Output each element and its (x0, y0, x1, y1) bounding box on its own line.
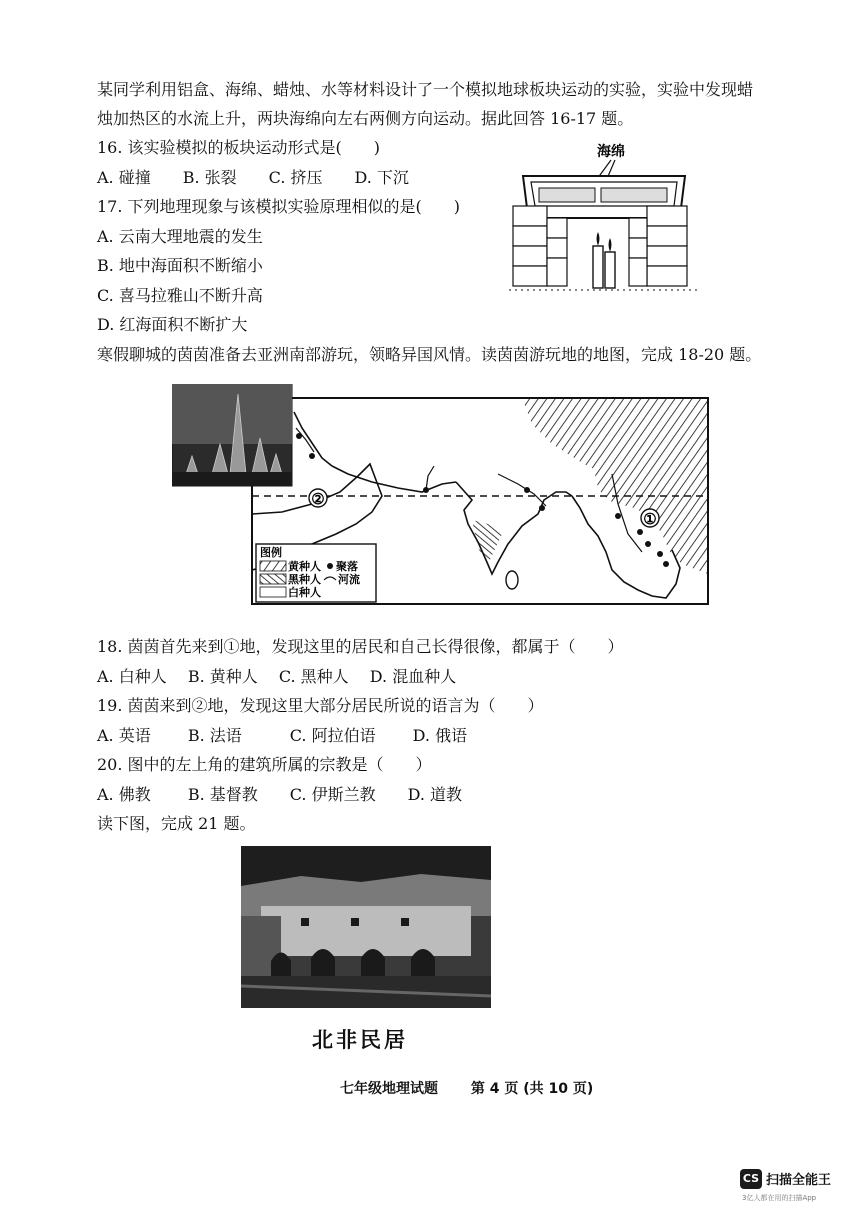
map-marker-2: ② (311, 490, 325, 508)
question-18-stem: 18. 茵茵首先来到①地，发现这里的居民和自己长得很像，都属于（ ） (97, 637, 624, 656)
question-16-options: A. 碰撞 B. 张裂 C. 挤压 D. 下沉 (97, 168, 409, 187)
question-17-option-c: C. 喜马拉雅山不断升高 (97, 286, 263, 305)
legend-white: 白种人 (288, 586, 321, 599)
question-17-option-d: D. 红海面积不断扩大 (97, 315, 248, 334)
question-19-options: A. 英语 B. 法语 C. 阿拉伯语 D. 俄语 (97, 726, 468, 745)
intro-line-1: 某同学利用铝盒、海绵、蜡烛、水等材料设计了一个模拟地球板块运动的实验，实验中发现蜡 (97, 80, 754, 99)
map-marker-1: ① (643, 510, 657, 528)
question-18-options: A. 白种人 B. 黄种人 C. 黑种人 D. 混血种人 (97, 667, 457, 686)
legend-title: 图例 (260, 546, 282, 559)
intro-map: 寒假聊城的茵茵准备去亚洲南部游玩，领略异国风情。读茵茵游玩地的地图，完成 18-20 题。 (97, 345, 762, 364)
legend-black: 黑种人 (288, 573, 321, 586)
scanner-watermark (740, 1168, 831, 1203)
scanner-app-name: 扫描全能王 (766, 1173, 832, 1188)
legend-settlement: 聚落 (336, 560, 358, 573)
question-20-stem: 20. 图中的左上角的建筑所属的宗教是（ ） (97, 755, 432, 774)
photo-caption: 北非民居 (312, 1027, 408, 1052)
question-20-options: A. 佛教 B. 基督教 C. 伊斯兰教 D. 道教 (97, 785, 463, 804)
scanner-tagline: 3亿人都在用的扫描App (742, 1193, 817, 1202)
legend-yellow: 黄种人 (288, 560, 321, 573)
legend-river: 河流 (338, 573, 360, 586)
page-footer: 七年级地理试题 第 4 页 (共 10 页) (340, 1081, 594, 1097)
question-19-stem: 19. 茵茵来到②地，发现这里大部分居民所说的语言为（ ） (97, 696, 544, 715)
question-17-stem: 17. 下列地理现象与该模拟实验原理相似的是( ) (97, 197, 461, 216)
intro-line-2: 烛加热区的水流上升，两块海绵向左右两侧方向运动。据此回答 16-17 题。 (97, 109, 634, 128)
scanner-logo-icon: CS (740, 1169, 762, 1189)
question-17-option-b: B. 地中海面积不断缩小 (97, 256, 263, 275)
question-16-stem: 16. 该实验模拟的板块运动形式是( ) (97, 138, 381, 157)
question-17-option-a: A. 云南大理地震的发生 (97, 227, 263, 246)
north-africa-dwelling-photo (241, 846, 491, 1008)
sponge-label: 海绵 (597, 144, 625, 160)
plate-experiment-figure (505, 138, 705, 303)
south-asia-map (172, 384, 710, 606)
intro-question-21: 读下图，完成 21 题。 (97, 814, 256, 833)
